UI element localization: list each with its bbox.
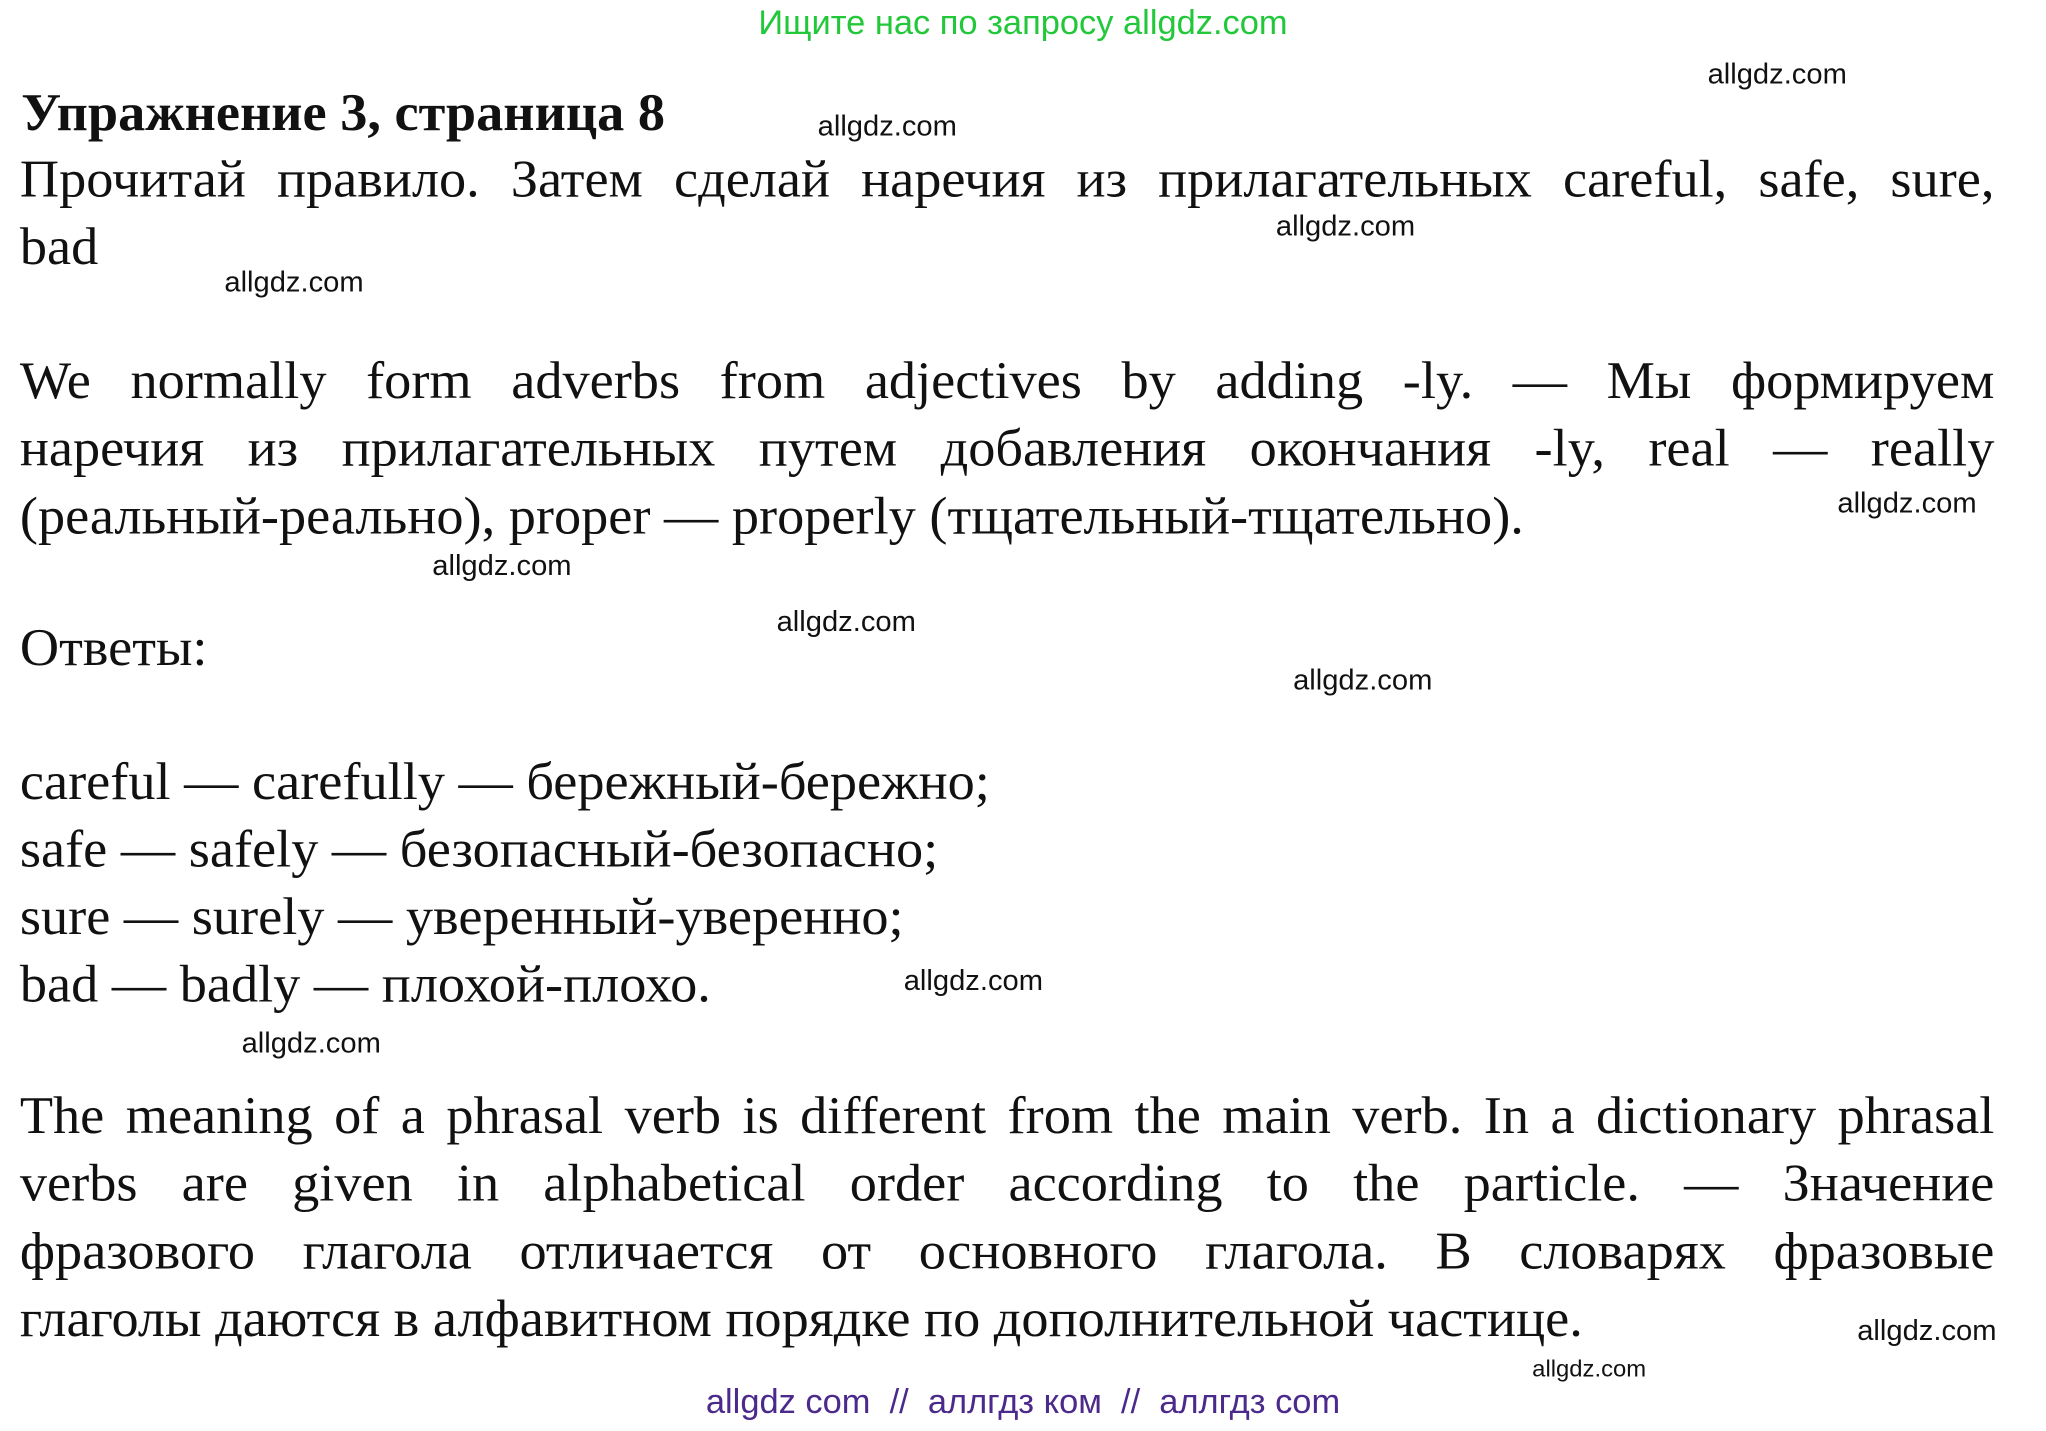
watermark: allgdz.com [1293,663,1433,696]
page-title: Упражнение 3, страница 8 [21,81,666,142]
watermark: allgdz.com [224,265,364,298]
text-line: bad [19,215,99,276]
watermark: allgdz.com [817,109,957,142]
answer-item: safe — safely — безопасный-безопасно; [19,818,939,879]
watermark: allgdz.com [432,548,572,582]
answer-item: sure — surely — уверенный-уверенно; [19,885,904,946]
answer-item: careful — carefully — бережный-бережно; [19,750,990,811]
watermark: allgdz.com [241,1026,381,1059]
text-line: The meaning of a phrasal verb is different from the main verb. In a dictionary phrasal [19,1084,1995,1145]
watermark: allgdz.com [1837,486,1977,520]
answer-item: bad — badly — плохой-плохо. [19,953,711,1014]
watermark: allgdz.com [1275,209,1416,242]
watermark: allgdz.com [903,963,1043,997]
text-line: Прочитай правило. Затем сделай наречия из прилагательных careful, safe, sure, [19,148,1995,209]
watermark: allgdz.com [776,604,916,638]
answers-label: Ответы: [19,616,208,677]
text-line: фразового глагола отличается от основного глагола. В словарях фразовые [19,1220,1995,1281]
text-line: наречия из прилагательных путем добавления окончания -ly, real — really [19,417,1995,478]
text-line: (реальный-реально), proper — properly (тщательный-тщательно). [19,485,1524,546]
watermark: allgdz.com [1532,1355,1647,1382]
answers-heading [20,613,1995,681]
watermark: allgdz.com [1857,1313,1997,1347]
text-line: verbs are given in alphabetical order according to the particle. — Значение [19,1152,1995,1213]
watermark: allgdz.com [1707,57,1847,90]
text-line: глаголы даются в алфавитном порядке по дополнительной частице. [19,1287,1583,1348]
task-paragraph [20,144,1995,279]
promo-banner: Ищите нас по запросу allgdz.com [758,2,1288,42]
footer-links: allgdz com // аллгдз ком // аллгдз com [705,1381,1341,1421]
note-paragraph [20,1081,1995,1352]
text-line: We normally form adverbs from adjectives by adding -ly. — Мы формируем [19,349,1995,410]
rule-paragraph [20,346,1995,549]
